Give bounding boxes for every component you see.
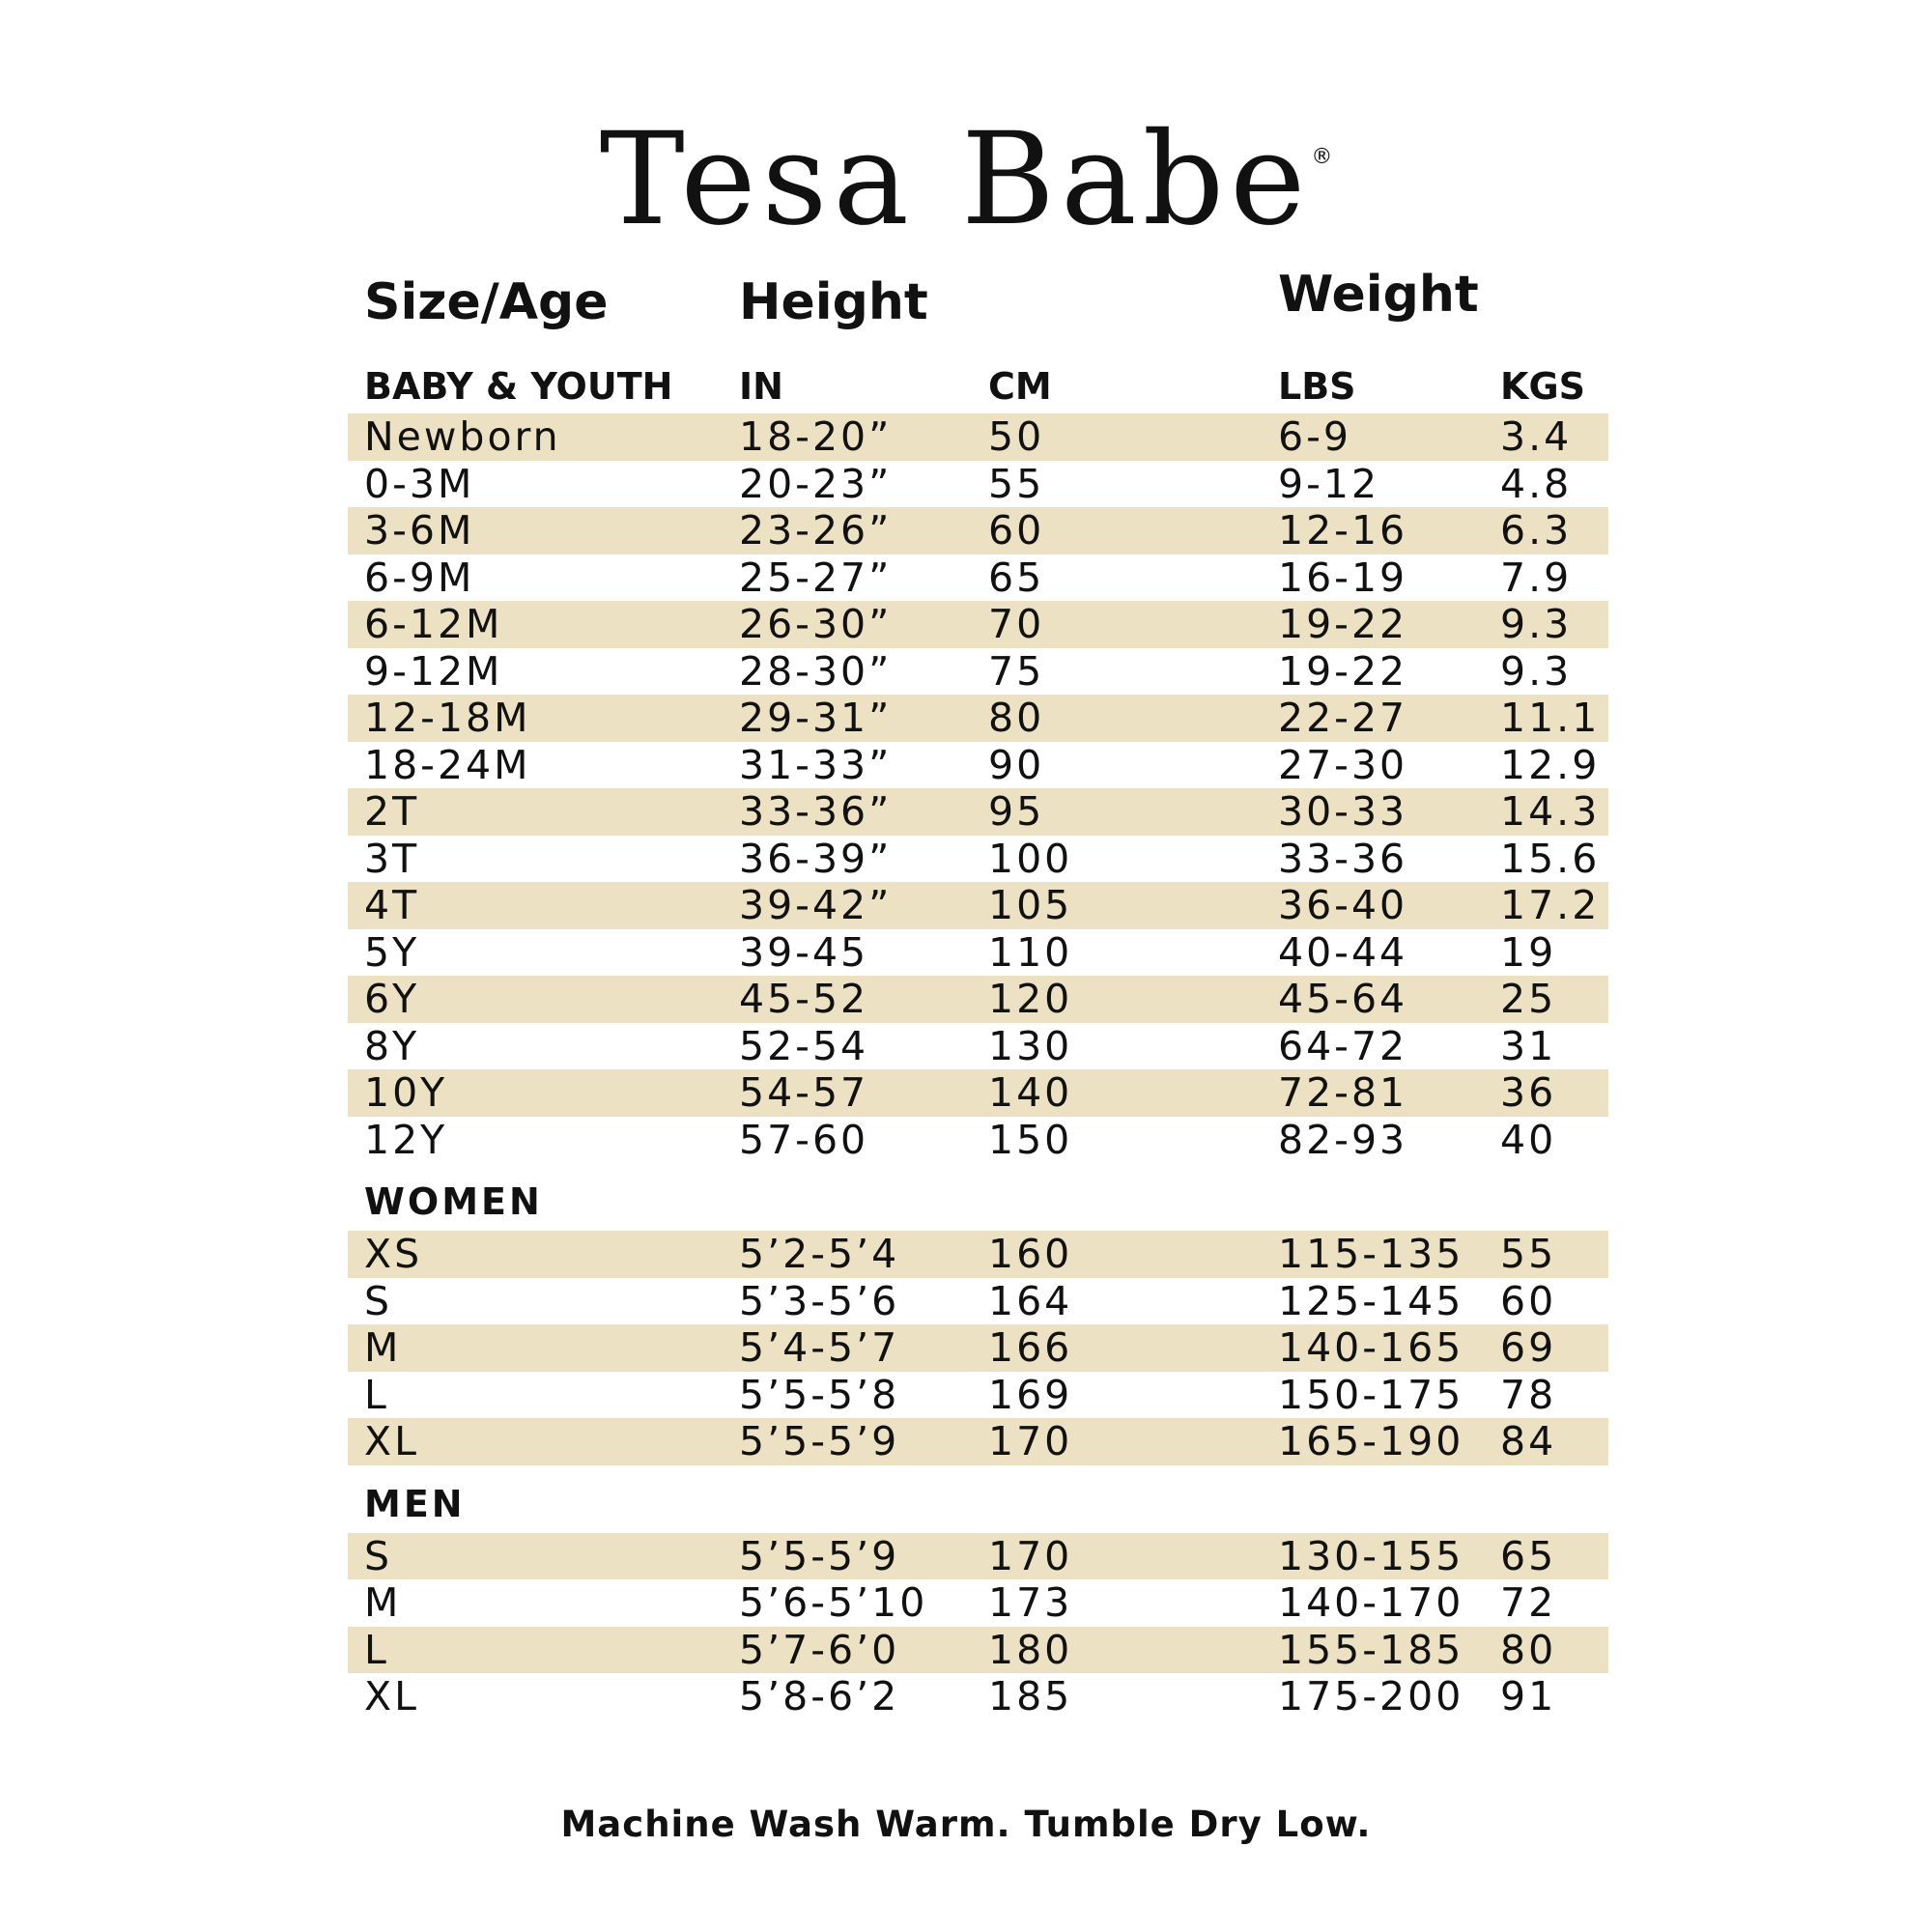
- cm-cell: 185: [988, 1673, 1073, 1719]
- cm-cell: 160: [988, 1231, 1073, 1277]
- lbs-cell: 19-22: [1278, 647, 1408, 695]
- size-cell: 3T: [364, 835, 420, 882]
- men-rows: [348, 1533, 1608, 1720]
- kgs-heading: KGS: [1500, 365, 1586, 408]
- cm-cell: 110: [988, 928, 1073, 976]
- kgs-cell: 14.3: [1500, 788, 1601, 835]
- brand-logo: [0, 85, 1932, 252]
- in-cell: 20-23”: [739, 460, 893, 507]
- lbs-cell: 115-135: [1278, 1231, 1464, 1277]
- kgs-cell: 60: [1500, 1277, 1557, 1324]
- in-cell: 57-60: [739, 1116, 869, 1163]
- women-label: WOMEN: [364, 1180, 543, 1223]
- lbs-cell: 175-200: [1278, 1673, 1464, 1719]
- women-section-label: [348, 1163, 1608, 1231]
- in-cell: 45-52: [739, 976, 869, 1022]
- lbs-cell: 140-170: [1278, 1579, 1464, 1626]
- cm-cell: 95: [988, 788, 1045, 835]
- men-section-label: [348, 1465, 1608, 1533]
- in-cell: 18-20”: [739, 413, 893, 460]
- size-age-heading: Size/Age: [364, 273, 609, 331]
- kgs-cell: 31: [1500, 1022, 1557, 1069]
- in-cell: 5’5-5’9: [739, 1418, 900, 1464]
- table-row: [348, 461, 1608, 508]
- in-cell: 31-33”: [739, 741, 893, 788]
- table-row: [348, 788, 1608, 836]
- kgs-cell: 78: [1500, 1371, 1557, 1418]
- cm-cell: 180: [988, 1626, 1073, 1673]
- cm-cell: 90: [988, 741, 1045, 788]
- kgs-cell: 65: [1500, 1532, 1557, 1579]
- size-cell: S: [364, 1277, 393, 1324]
- table-row: [348, 1278, 1608, 1325]
- size-cell: S: [364, 1532, 393, 1579]
- kgs-cell: 80: [1500, 1626, 1557, 1673]
- cm-cell: 120: [988, 976, 1073, 1022]
- size-cell: 12Y: [364, 1116, 448, 1163]
- lbs-cell: 27-30: [1278, 741, 1408, 788]
- size-cell: 9-12M: [364, 647, 503, 695]
- in-cell: 5’6-5’10: [739, 1579, 928, 1626]
- cm-cell: 150: [988, 1116, 1073, 1163]
- kgs-cell: 55: [1500, 1231, 1557, 1277]
- table-row: [348, 1418, 1608, 1465]
- lbs-cell: 33-36: [1278, 835, 1408, 882]
- size-chart: [348, 261, 1608, 1720]
- weight-heading: Weight: [1278, 266, 1479, 324]
- kgs-cell: 36: [1500, 1069, 1557, 1116]
- men-label: MEN: [364, 1482, 466, 1525]
- height-heading: Height: [739, 273, 928, 331]
- table-row: [348, 1069, 1608, 1117]
- lbs-cell: 12-16: [1278, 507, 1408, 554]
- size-cell: L: [364, 1371, 389, 1418]
- lbs-cell: 125-145: [1278, 1277, 1464, 1324]
- in-cell: 28-30”: [739, 647, 893, 695]
- table-row: [348, 836, 1608, 883]
- size-cell: XS: [364, 1231, 423, 1277]
- in-heading: IN: [739, 365, 783, 408]
- lbs-cell: 40-44: [1278, 928, 1408, 976]
- in-cell: 39-42”: [739, 882, 893, 928]
- lbs-cell: 165-190: [1278, 1418, 1464, 1464]
- size-cell: 3-6M: [364, 507, 475, 554]
- in-cell: 36-39”: [739, 835, 893, 882]
- size-cell: 5Y: [364, 928, 420, 976]
- table-row: [348, 648, 1608, 696]
- size-cell: 18-24M: [364, 741, 531, 788]
- lbs-heading: LBS: [1278, 365, 1356, 408]
- kgs-cell: 9.3: [1500, 601, 1573, 647]
- cm-cell: 80: [988, 695, 1045, 741]
- kgs-cell: 6.3: [1500, 507, 1573, 554]
- table-row: [348, 507, 1608, 554]
- table-row: [348, 1117, 1608, 1164]
- lbs-cell: 150-175: [1278, 1371, 1464, 1418]
- in-cell: 33-36”: [739, 788, 893, 835]
- table-row: [348, 1324, 1608, 1372]
- kgs-cell: 11.1: [1500, 695, 1601, 741]
- table-row: [348, 929, 1608, 977]
- cm-cell: 140: [988, 1069, 1073, 1116]
- brand-name: Tesa Babe: [599, 105, 1312, 254]
- lbs-cell: 22-27: [1278, 695, 1408, 741]
- registered-mark: ®: [1311, 145, 1333, 169]
- size-cell: 10Y: [364, 1069, 448, 1116]
- size-cell: 8Y: [364, 1022, 420, 1069]
- cm-cell: 164: [988, 1277, 1073, 1324]
- size-cell: XL: [364, 1673, 419, 1719]
- lbs-cell: 45-64: [1278, 976, 1408, 1022]
- kgs-cell: 69: [1500, 1324, 1557, 1371]
- table-row: [348, 413, 1608, 461]
- cm-cell: 50: [988, 413, 1045, 460]
- kgs-cell: 15.6: [1500, 835, 1601, 882]
- kgs-cell: 3.4: [1500, 413, 1573, 460]
- unit-headings: [348, 357, 1608, 413]
- size-cell: XL: [364, 1418, 419, 1464]
- column-headings: [348, 261, 1608, 338]
- table-row: [348, 742, 1608, 789]
- cm-cell: 65: [988, 554, 1045, 601]
- lbs-cell: 36-40: [1278, 882, 1408, 928]
- table-row: [348, 1673, 1608, 1720]
- lbs-cell: 16-19: [1278, 554, 1408, 601]
- women-rows: [348, 1231, 1608, 1465]
- in-cell: 5’3-5’6: [739, 1277, 900, 1324]
- table-row: [348, 1627, 1608, 1674]
- lbs-cell: 130-155: [1278, 1532, 1464, 1579]
- in-cell: 26-30”: [739, 601, 893, 647]
- size-cell: 0-3M: [364, 460, 475, 507]
- table-row: [348, 1231, 1608, 1278]
- size-cell: 12-18M: [364, 695, 531, 741]
- table-row: [348, 882, 1608, 929]
- lbs-cell: 72-81: [1278, 1069, 1408, 1116]
- lbs-cell: 19-22: [1278, 601, 1408, 647]
- lbs-cell: 155-185: [1278, 1626, 1464, 1673]
- lbs-cell: 9-12: [1278, 460, 1380, 507]
- in-cell: 5’5-5’9: [739, 1532, 900, 1579]
- cm-cell: 170: [988, 1418, 1073, 1464]
- cm-cell: 130: [988, 1022, 1073, 1069]
- table-row: [348, 695, 1608, 742]
- table-row: [348, 601, 1608, 648]
- in-cell: 5’8-6’2: [739, 1673, 900, 1719]
- kgs-cell: 7.9: [1500, 554, 1573, 601]
- size-cell: M: [364, 1324, 402, 1371]
- lbs-cell: 6-9: [1278, 413, 1351, 460]
- size-cell: 6Y: [364, 976, 420, 1022]
- in-cell: 5’5-5’8: [739, 1371, 900, 1418]
- in-cell: 5’7-6’0: [739, 1626, 900, 1673]
- size-cell: 6-12M: [364, 601, 503, 647]
- size-cell: M: [364, 1579, 402, 1626]
- in-cell: 39-45: [739, 928, 869, 976]
- kgs-cell: 19: [1500, 928, 1557, 976]
- size-cell: Newborn: [364, 413, 561, 460]
- in-cell: 52-54: [739, 1022, 869, 1069]
- in-cell: 54-57: [739, 1069, 869, 1116]
- size-cell: 2T: [364, 788, 420, 835]
- cm-cell: 170: [988, 1532, 1073, 1579]
- lbs-cell: 140-165: [1278, 1324, 1464, 1371]
- care-instructions: Machine Wash Warm. Tumble Dry Low.: [560, 1804, 1372, 1845]
- cm-cell: 100: [988, 835, 1073, 882]
- size-cell: 6-9M: [364, 554, 475, 601]
- cm-cell: 55: [988, 460, 1045, 507]
- in-cell: 23-26”: [739, 507, 893, 554]
- cm-cell: 60: [988, 507, 1045, 554]
- kgs-cell: 12.9: [1500, 741, 1601, 788]
- kgs-cell: 25: [1500, 976, 1557, 1022]
- cm-cell: 169: [988, 1371, 1073, 1418]
- baby-youth-rows: [348, 413, 1608, 1163]
- in-cell: 29-31”: [739, 695, 893, 741]
- kgs-cell: 84: [1500, 1418, 1557, 1464]
- cm-heading: CM: [988, 365, 1052, 408]
- kgs-cell: 72: [1500, 1579, 1557, 1626]
- cm-cell: 173: [988, 1579, 1073, 1626]
- kgs-cell: 91: [1500, 1673, 1557, 1719]
- size-cell: 4T: [364, 882, 420, 928]
- cm-cell: 70: [988, 601, 1045, 647]
- cm-cell: 166: [988, 1324, 1073, 1371]
- baby-youth-label: BABY & YOUTH: [364, 365, 673, 408]
- table-row: [348, 1533, 1608, 1580]
- kgs-cell: 4.8: [1500, 460, 1573, 507]
- kgs-cell: 17.2: [1500, 882, 1601, 928]
- lbs-cell: 30-33: [1278, 788, 1408, 835]
- lbs-cell: 82-93: [1278, 1116, 1408, 1163]
- cm-cell: 75: [988, 647, 1045, 695]
- table-row: [348, 554, 1608, 602]
- size-cell: L: [364, 1626, 389, 1673]
- in-cell: 25-27”: [739, 554, 893, 601]
- in-cell: 5’2-5’4: [739, 1231, 900, 1277]
- kgs-cell: 9.3: [1500, 647, 1573, 695]
- table-row: [348, 1023, 1608, 1070]
- lbs-cell: 64-72: [1278, 1022, 1408, 1069]
- cm-cell: 105: [988, 882, 1073, 928]
- table-row: [348, 1579, 1608, 1627]
- kgs-cell: 40: [1500, 1116, 1557, 1163]
- in-cell: 5’4-5’7: [739, 1324, 900, 1371]
- table-row: [348, 1372, 1608, 1419]
- table-row: [348, 976, 1608, 1023]
